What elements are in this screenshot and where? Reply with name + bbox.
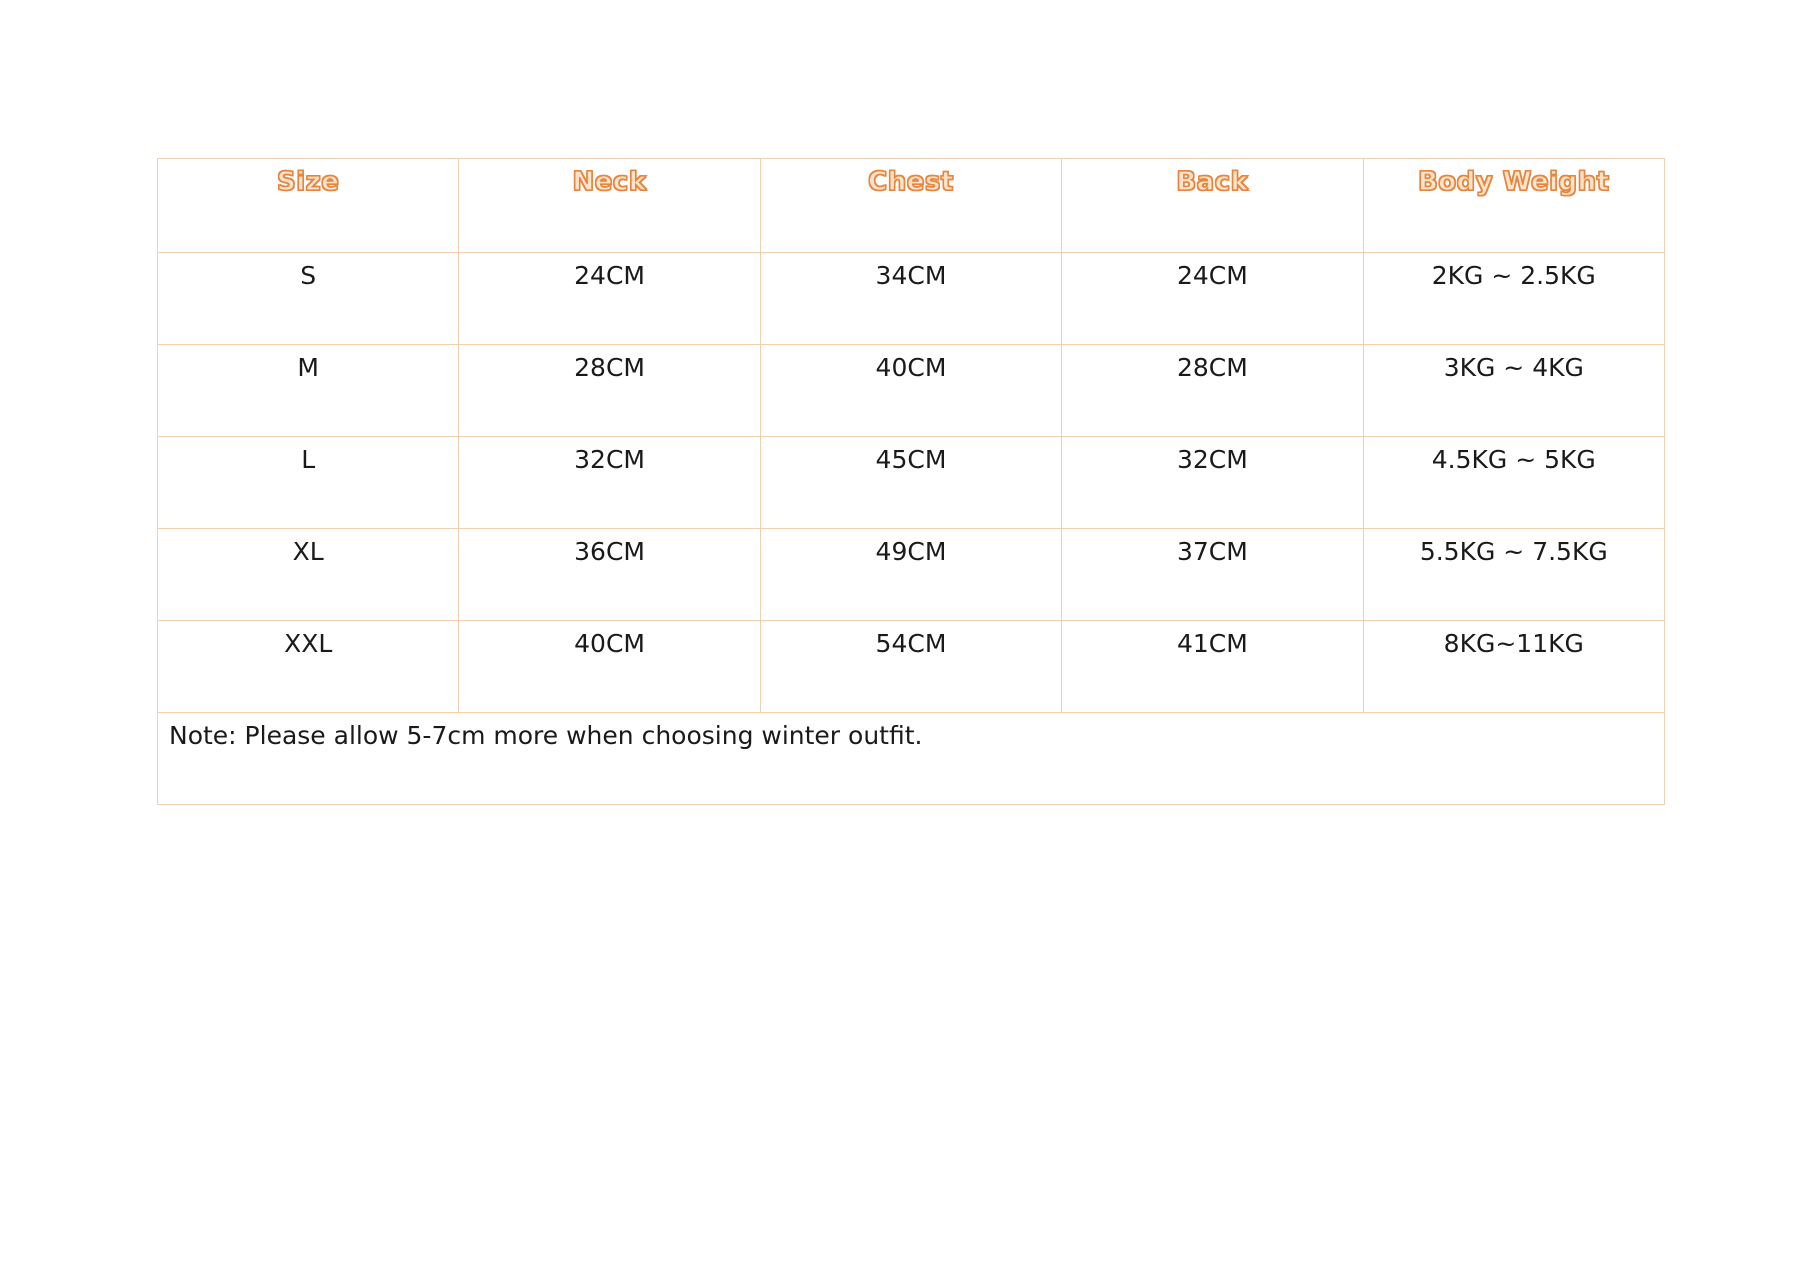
table-header-row xyxy=(158,159,1665,253)
header-cell-back: Back xyxy=(1062,159,1363,253)
header-cell-chest: Chest xyxy=(760,159,1061,253)
table-cell: M xyxy=(158,345,459,437)
table-cell: XXL xyxy=(158,621,459,713)
table-cell: 3KG ~ 4KG xyxy=(1363,345,1664,437)
table-row xyxy=(158,253,1665,345)
table-cell: 40CM xyxy=(459,621,760,713)
table-cell: 36CM xyxy=(459,529,760,621)
header-cell-size: Size xyxy=(158,159,459,253)
note-text: Note: Please allow 5-7cm more when choosing winter outfit. xyxy=(169,721,923,750)
table-cell: 24CM xyxy=(459,253,760,345)
table-cell: L xyxy=(158,437,459,529)
table-cell: 34CM xyxy=(760,253,1061,345)
table-cell: 37CM xyxy=(1062,529,1363,621)
table-cell: 24CM xyxy=(1062,253,1363,345)
table-cell: 28CM xyxy=(1062,345,1363,437)
table-row xyxy=(158,621,1665,713)
table-cell: 4.5KG ~ 5KG xyxy=(1363,437,1664,529)
header-cell-neck: Neck xyxy=(459,159,760,253)
size-chart-table xyxy=(157,158,1665,805)
header-cell-body-weight: Body Weight xyxy=(1363,159,1664,253)
table-row xyxy=(158,345,1665,437)
table-cell: 54CM xyxy=(760,621,1061,713)
table-cell: 40CM xyxy=(760,345,1061,437)
note-cell xyxy=(158,713,1665,805)
table-cell: 41CM xyxy=(1062,621,1363,713)
table-cell: 32CM xyxy=(459,437,760,529)
table-cell: 45CM xyxy=(760,437,1061,529)
table-cell: 32CM xyxy=(1062,437,1363,529)
table-cell: XL xyxy=(158,529,459,621)
table-cell: S xyxy=(158,253,459,345)
table-row xyxy=(158,437,1665,529)
note-row xyxy=(158,713,1665,805)
table-cell: 49CM xyxy=(760,529,1061,621)
table-cell: 28CM xyxy=(459,345,760,437)
table-cell: 8KG~11KG xyxy=(1363,621,1664,713)
table-cell: 2KG ~ 2.5KG xyxy=(1363,253,1664,345)
table-cell: 5.5KG ~ 7.5KG xyxy=(1363,529,1664,621)
table-row xyxy=(158,529,1665,621)
